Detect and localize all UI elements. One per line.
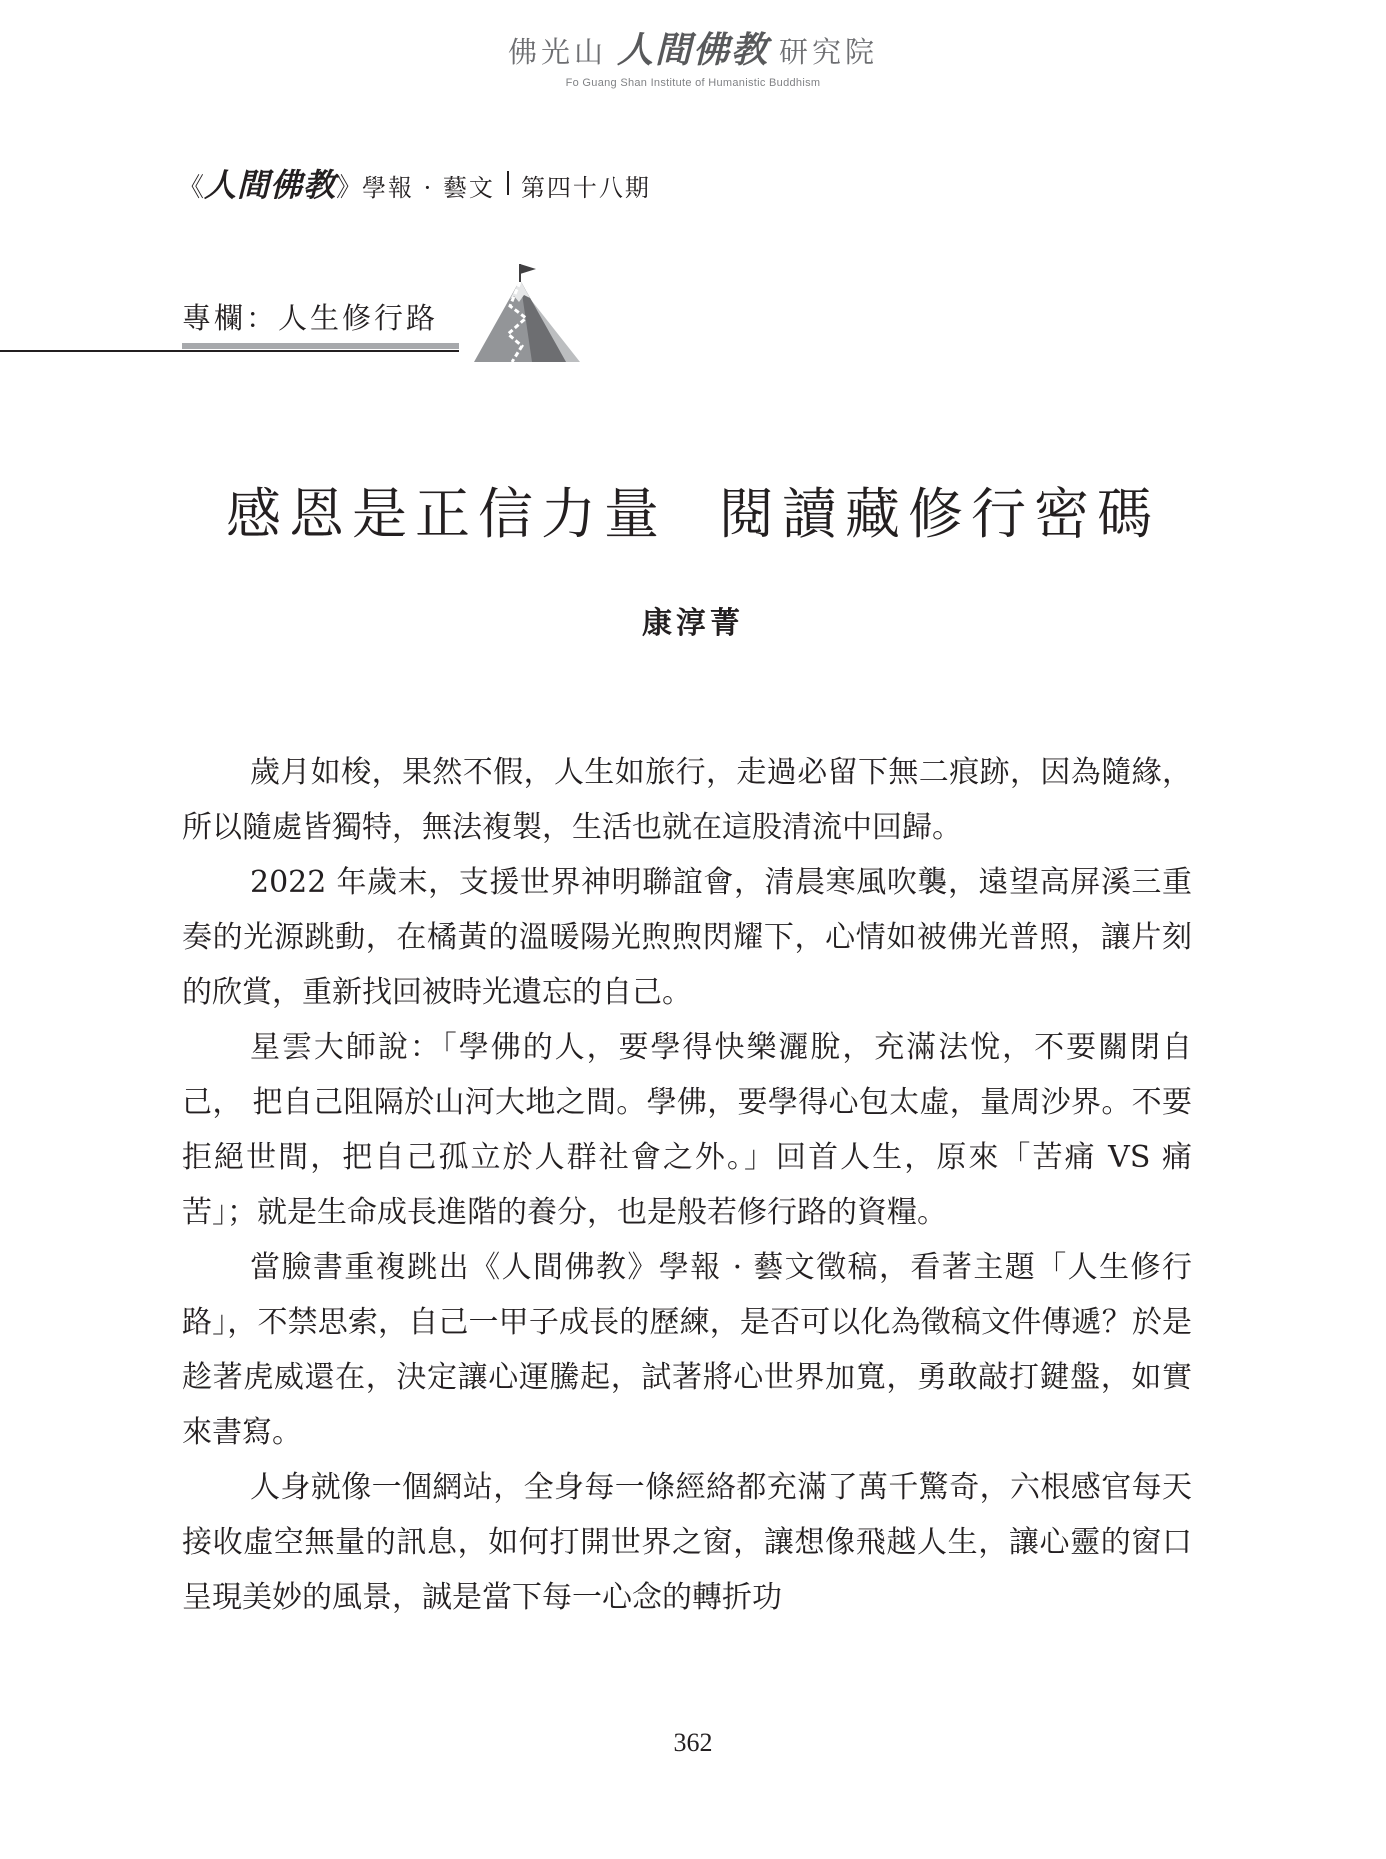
mountain-flag-icon [470,262,580,362]
article-title-part2: 閱讀藏修行密碼 [719,482,1161,546]
page-number: 362 [673,1728,713,1757]
body-paragraph: 歲月如梭，果然不假，人生如旅行，走過必留下無二痕跡，因為隨緣，所以隨處皆獨特，無法複製，生活也就在這股清流中回歸。 [182,755,1192,845]
journal-running-header [178,160,651,206]
institute-header [0,22,1386,89]
institute-name [508,22,878,73]
journal-issue: 第四十八期 [520,174,651,202]
article-author: 康淳菁 [642,606,744,641]
journal-open-bracket: 《 [178,173,205,203]
column-label: 專欄：人生修行路 [182,301,439,335]
body-paragraph: 星雲大師說：「學佛的人，要學得快樂灑脫，充滿法悅，不要關閉自己， 把自己阻隔於山河大地之間。學佛，要學得心包太虛，量周沙界。不要拒絕世間，把自己孤立於人群社會之外。」回首人生，原來「苦痛 VS 痛苦」；就是生命成長進階的養分，也是般若修行路的資糧。 [182,1030,1192,1230]
institute-english-name: Fo Guang Shan Institute of Humanistic Buddhism [565,77,821,89]
column-underline-gray [182,343,459,349]
article-title [0,470,1386,549]
column-underline-black [0,350,459,352]
institute-name-left: 佛光山 [507,35,607,69]
body-paragraph: 2022 年歲末，支援世界神明聯誼會，清晨寒風吹襲，遠望高屏溪三重奏的光源跳動，在橘黃的溫暖陽光煦煦閃耀下，心情如被佛光普照，讓片刻的欣賞，重新找回被時光遺忘的自己。 [182,865,1192,1010]
journal-brand-logo: 人間佛教 [204,166,337,204]
article-title-part1: 感恩是正信力量 [225,482,667,546]
journal-close-bracket: 》 [336,173,363,203]
journal-name: 學報 · 藝文 [362,174,495,202]
institute-brand-logo: 人間佛教 [616,30,769,71]
body-paragraph: 當臉書重複跳出《人間佛教》學報 · 藝文徵稿，看著主題「人生修行路」，不禁思索，自己一甲子成長的歷練，是否可以化為徵稿文件傳遞？於是趁著虎威還在，決定讓心運騰起，試著將心世界加寬，勇敢敲打鍵盤，如實來書寫。 [182,1250,1192,1450]
institute-name-right: 研究院 [779,35,879,69]
article-body [182,745,1192,1625]
journal-separator [507,171,509,195]
body-paragraph: 人身就像一個網站，全身每一條經絡都充滿了萬千驚奇，六根感官每天接收虛空無量的訊息，如何打開世界之窗，讓想像飛越人生，讓心靈的窗口呈現美妙的風景，誠是當下每一心念的轉折功 [182,1470,1192,1615]
